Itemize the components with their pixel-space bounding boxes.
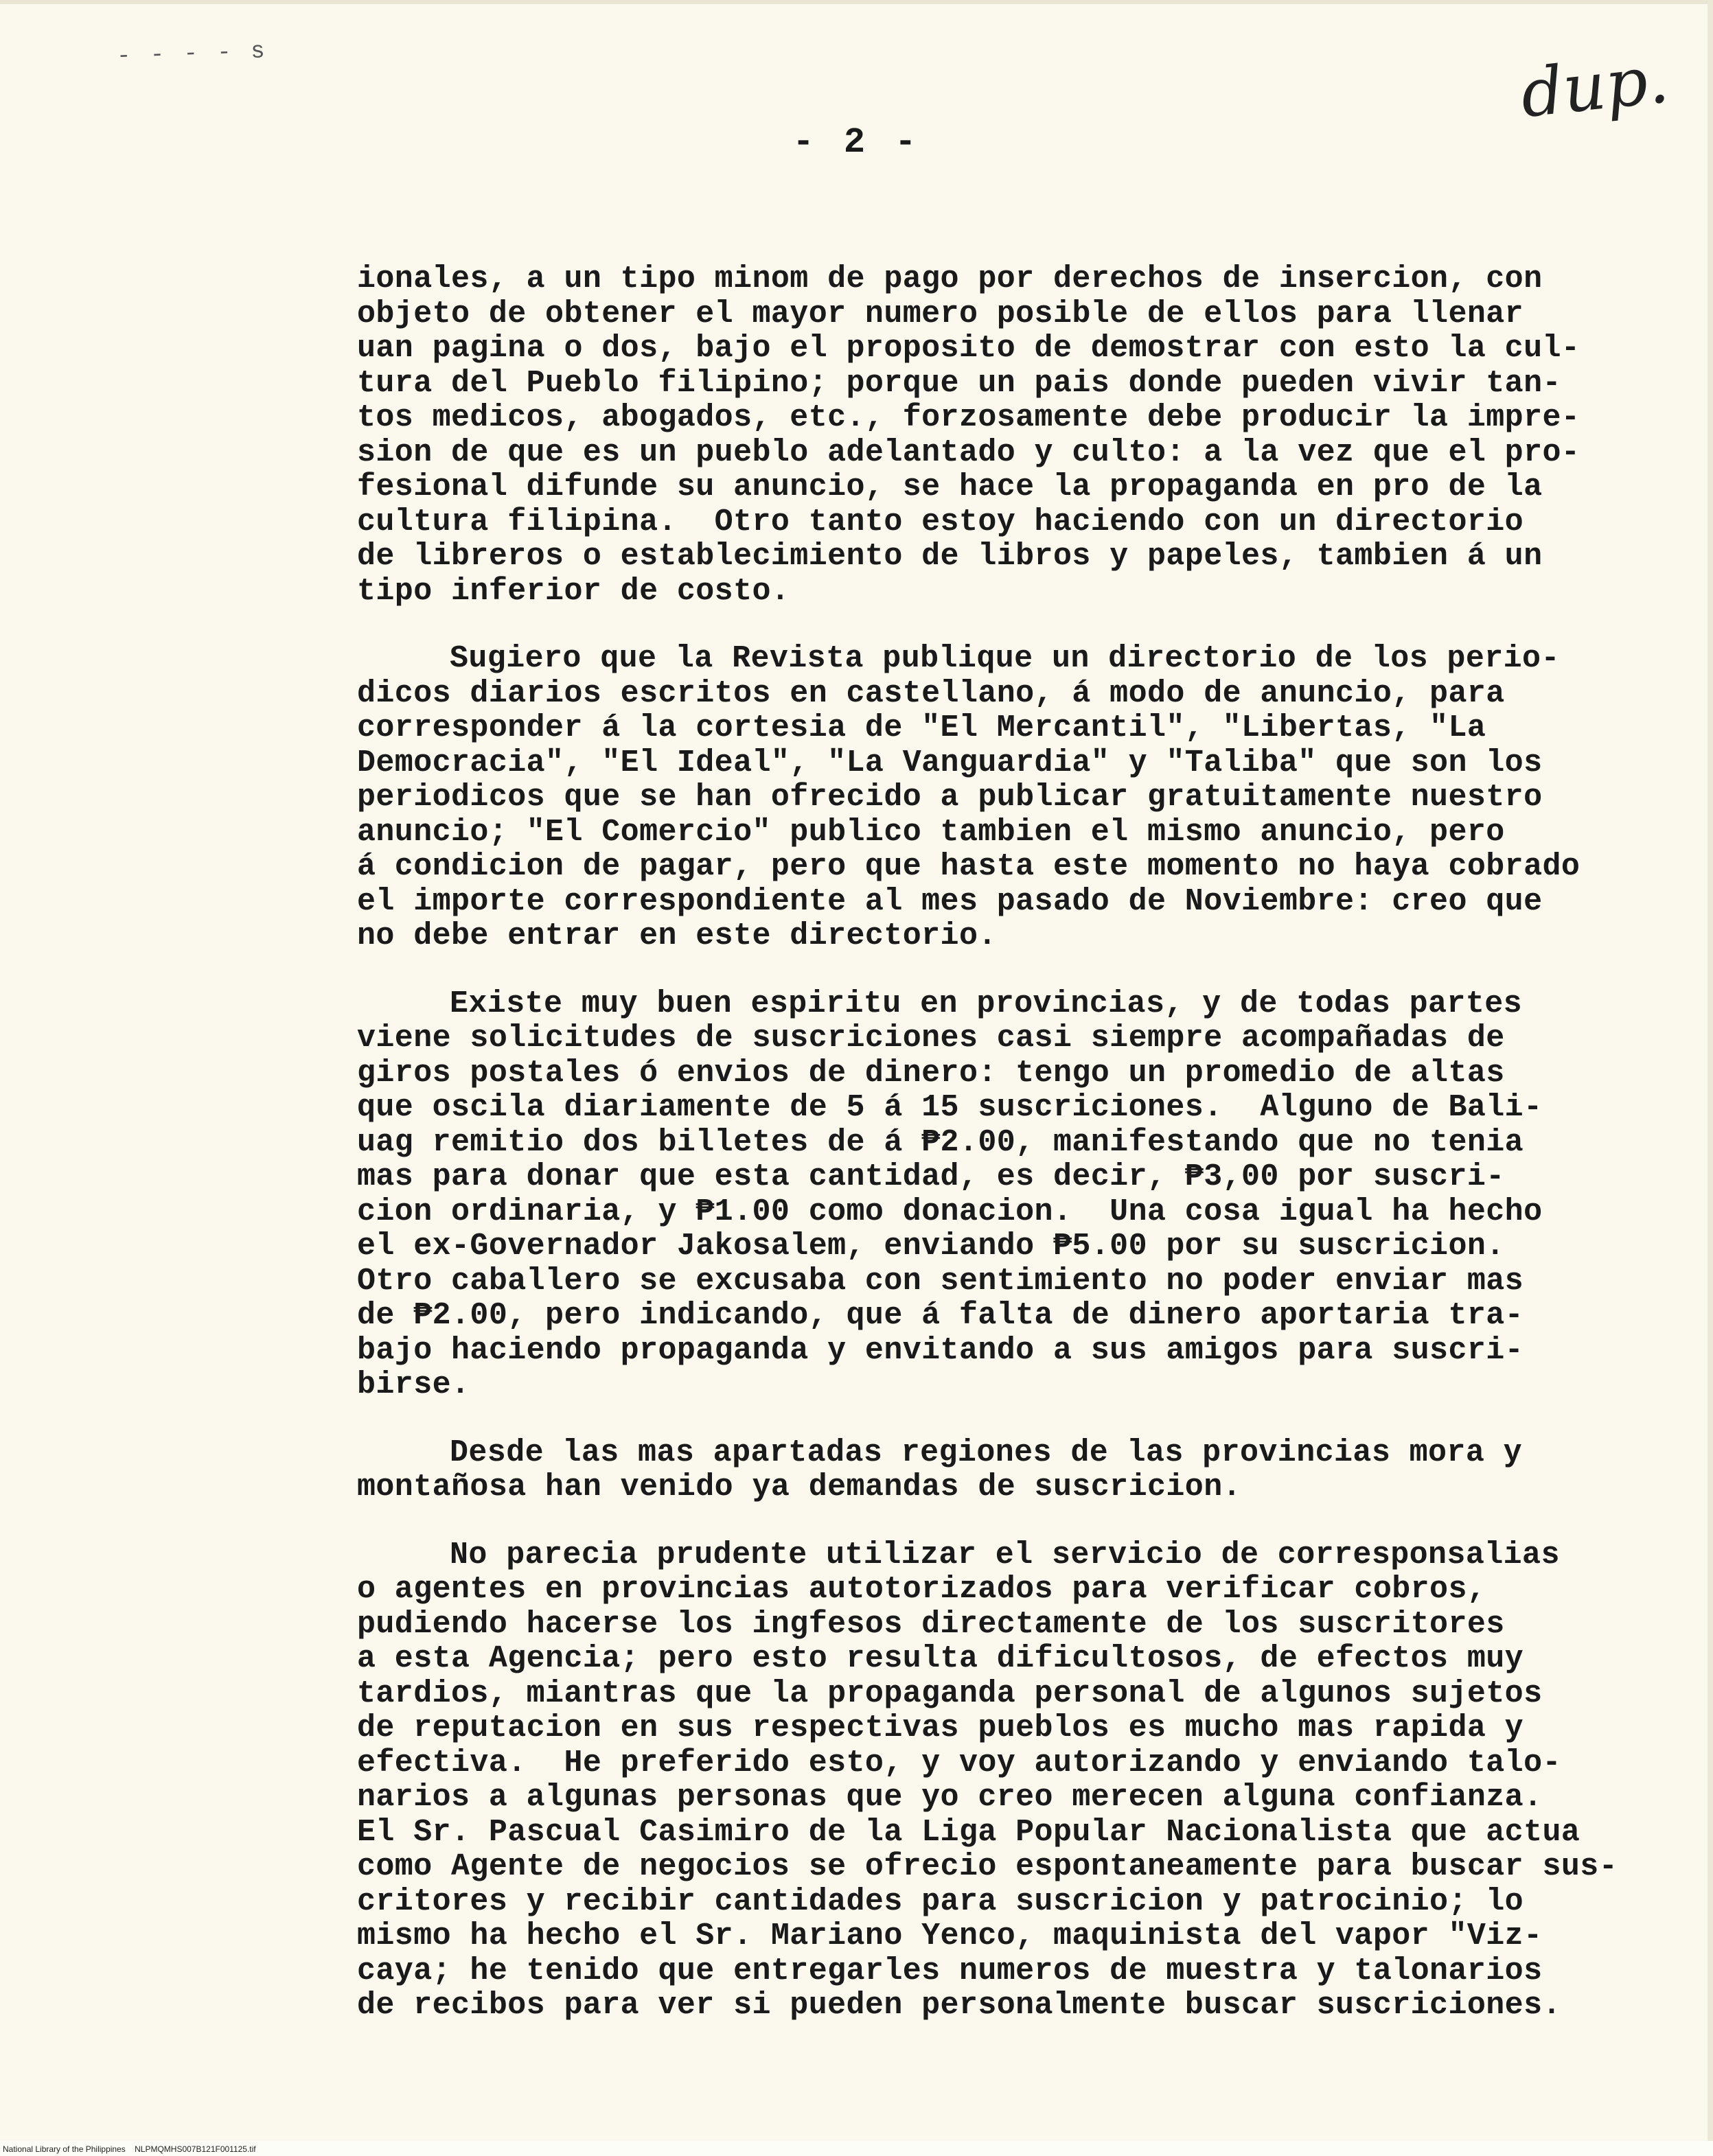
paragraph: No parecia prudente utilizar el servicio de corresponsalias o agentes en provincias autotorizados para verificar cobros, pudiendo hacerse los ingfesos directamente de los suscritores a esta Agencia; pero esto resulta dificultosos, de efectos muy tardios, miantras que la propaganda personal de algunos sujetos de reputacion en sus respectivas pueblos es mucho mas rapida y efectiva. He preferido esto, y voy autorizando y enviando talo- narios a algunas personas que yo creo merecen alguna confianza. El Sr. Pascual Casimiro de la Liga Popular Nacionalista que actua como Agente de negocios se ofrecio espontaneamente para buscar sus- critores y recibir cantidades para suscricion y patrocinio; lo mismo ha hecho el Sr. Mariano Yenco, maquinista del vapor "Viz- caya; he tenido que entregarles numeros de muestra y talonarios de recibos para ver si pueden personalmente buscar suscriciones.: [357, 1537, 1618, 2023]
paragraph: Existe muy buen espiritu en provincias, y de todas partes viene solicitudes de suscriciones casi siempre acompañadas de giros postales ó envios de dinero: tengo un promedio de altas que oscila diariamente de 5 á 15 suscriciones. Alguno de Bali- uag remitio dos billetes de á ₱2.00, manifestando que no tenia mas para donar que esta cantidad, es decir, ₱3,00 por suscri- cion ordinaria, y ₱1.00 como donacion. Una cosa igual ha hecho el ex-Governador Jakosalem, enviando ₱5.00 por su suscricion. Otro caballero se excusaba con sentimiento no poder enviar mas de ₱2.00, pero indicando, que á falta de dinero aportaria tra- bajo haciendo propaganda y envitando a sus amigos para suscri- birse.: [357, 986, 1543, 1402]
footer-strip: [0, 2141, 1713, 2156]
paragraph: Desde las mas apartadas regiones de las provincias mora y montañosa han venido ya demandas de suscricion.: [357, 1435, 1523, 1505]
page-edge: [0, 0, 1713, 4]
footer-caption: National Library of the Philippines NLPMQMHS007B121F001125.tif: [3, 2144, 256, 2154]
page-edge-right: [1708, 0, 1713, 2156]
paragraph: Sugiero que la Revista publique un directorio de los perio- dicos diarios escritos en castellano, á modo de anuncio, para corresponder á la cortesia de "El Mercantil", "Libertas, "La Democracia", "El Ideal", "La Vanguardia" y "Taliba" que son los periodicos que se han ofrecido a publicar gratuitamente nuestro anuncio; "El Comercio" publico tambien el mismo anuncio, pero á condicion de pagar, pero que hasta este momento no haya cobrado el importe correspondiente al mes pasado de Noviembre: creo que no debe entrar en este directorio.: [357, 641, 1580, 953]
document-body: [357, 262, 1618, 2056]
page-number: - 2 -: [792, 122, 921, 163]
paragraph: ionales, a un tipo minom de pago por derechos de insercion, con objeto de obtener el mayor numero posible de ellos para llenar uan pagina o dos, bajo el proposito de demostrar con esto la cul- tura del Pueblo filipino; porque un pais donde pueden vivir tan- tos medicos, abogados, etc., forzosamente debe producir la impre- sion de que es un pueblo adelantado y culto: a la vez que el pro- fesional difunde su anuncio, se hace la propaganda en pro de la cultura filipina. Otro tanto estoy haciendo con un directorio de libreros o establecimiento de libros y papeles, tambien á un tipo inferior de costo.: [357, 262, 1580, 609]
corner-mark: - - - - s: [116, 38, 268, 70]
handwritten-note: dup.: [1517, 40, 1672, 132]
